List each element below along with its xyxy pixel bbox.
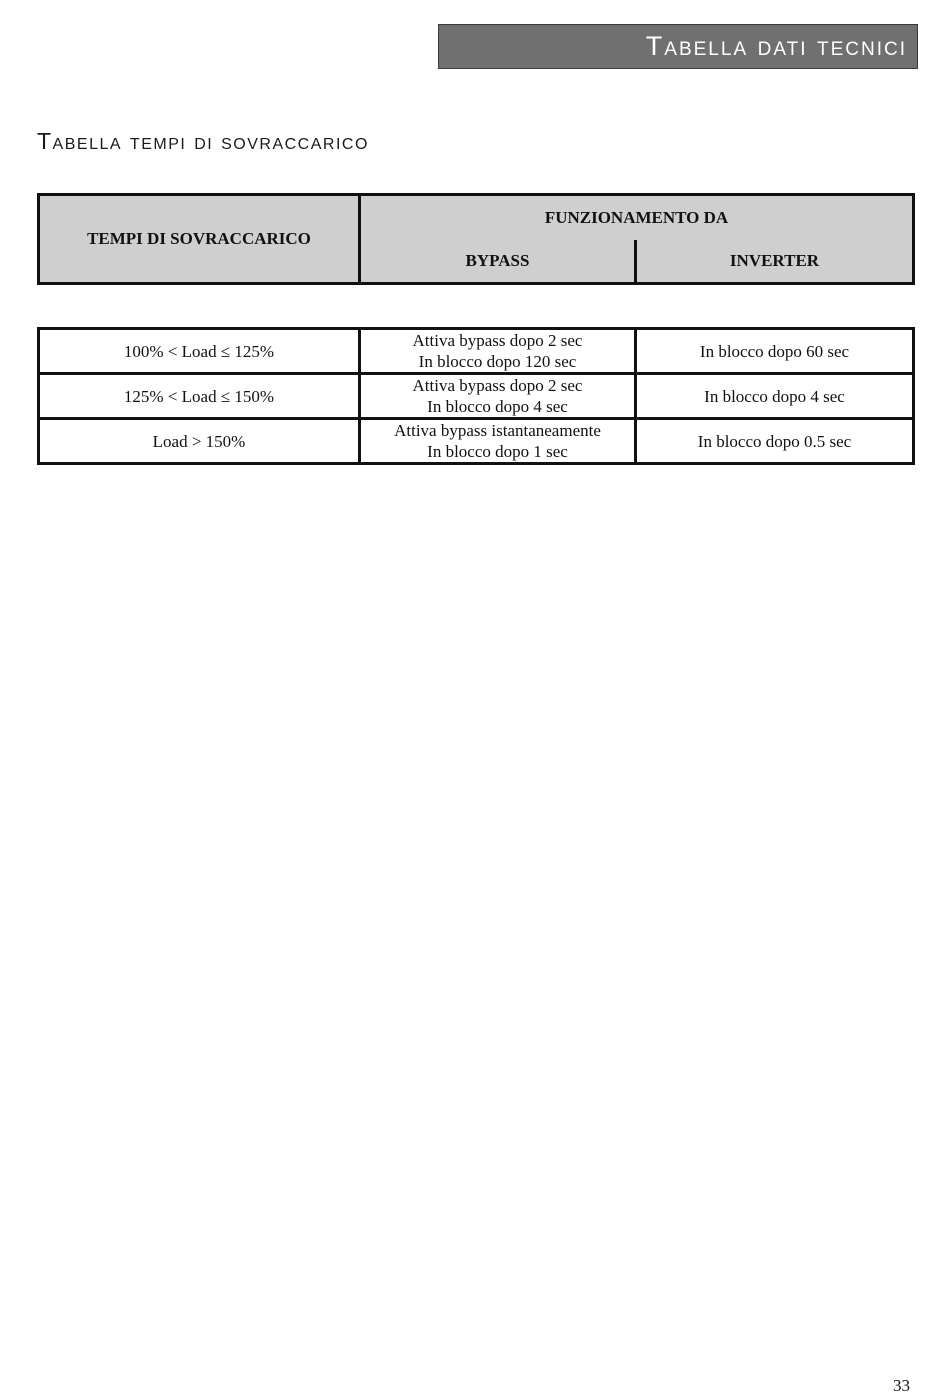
section-title: Tabella tempi di sovraccarico [37, 128, 369, 154]
cell-load: 100% < Load ≤ 125% [39, 329, 360, 374]
cell-load: Load > 150% [39, 419, 360, 464]
cell-inverter: In blocco dopo 4 sec [636, 374, 914, 419]
header-row-group [39, 195, 914, 241]
header-banner [438, 24, 918, 69]
cell-bypass [360, 329, 636, 374]
group-label-text: FUNZIONAMENTO DA [544, 208, 729, 227]
cell-inverter: In blocco dopo 0.5 sec [636, 419, 914, 464]
table-row [39, 419, 914, 464]
bypass-line-1: Attiva bypass istantaneamente [394, 421, 601, 440]
header-cell-inverter: INVERTER [636, 240, 914, 284]
table-row [39, 374, 914, 419]
overload-table-body [37, 327, 915, 465]
cell-load: 125% < Load ≤ 150% [39, 374, 360, 419]
overload-table-header [37, 193, 915, 285]
cell-bypass [360, 419, 636, 464]
bypass-line-2: In blocco dopo 4 sec [427, 397, 568, 416]
cell-inverter: In blocco dopo 60 sec [636, 329, 914, 374]
bypass-line-1: Attiva bypass dopo 2 sec [412, 376, 583, 395]
table-row [39, 329, 914, 374]
bypass-line-2: In blocco dopo 1 sec [427, 442, 568, 461]
row-label-text: TEMPI DI SOVRACCARICO [87, 229, 311, 248]
banner-title: Tabella dati tecnici [645, 31, 907, 61]
page-number: 33 [893, 1376, 910, 1395]
bypass-line-1: Attiva bypass dopo 2 sec [412, 331, 583, 350]
header-cell-bypass: BYPASS [360, 240, 636, 284]
header-cell-row-label [39, 195, 360, 284]
cell-bypass [360, 374, 636, 419]
bypass-line-2: In blocco dopo 120 sec [418, 352, 577, 371]
header-cell-group [360, 195, 914, 241]
